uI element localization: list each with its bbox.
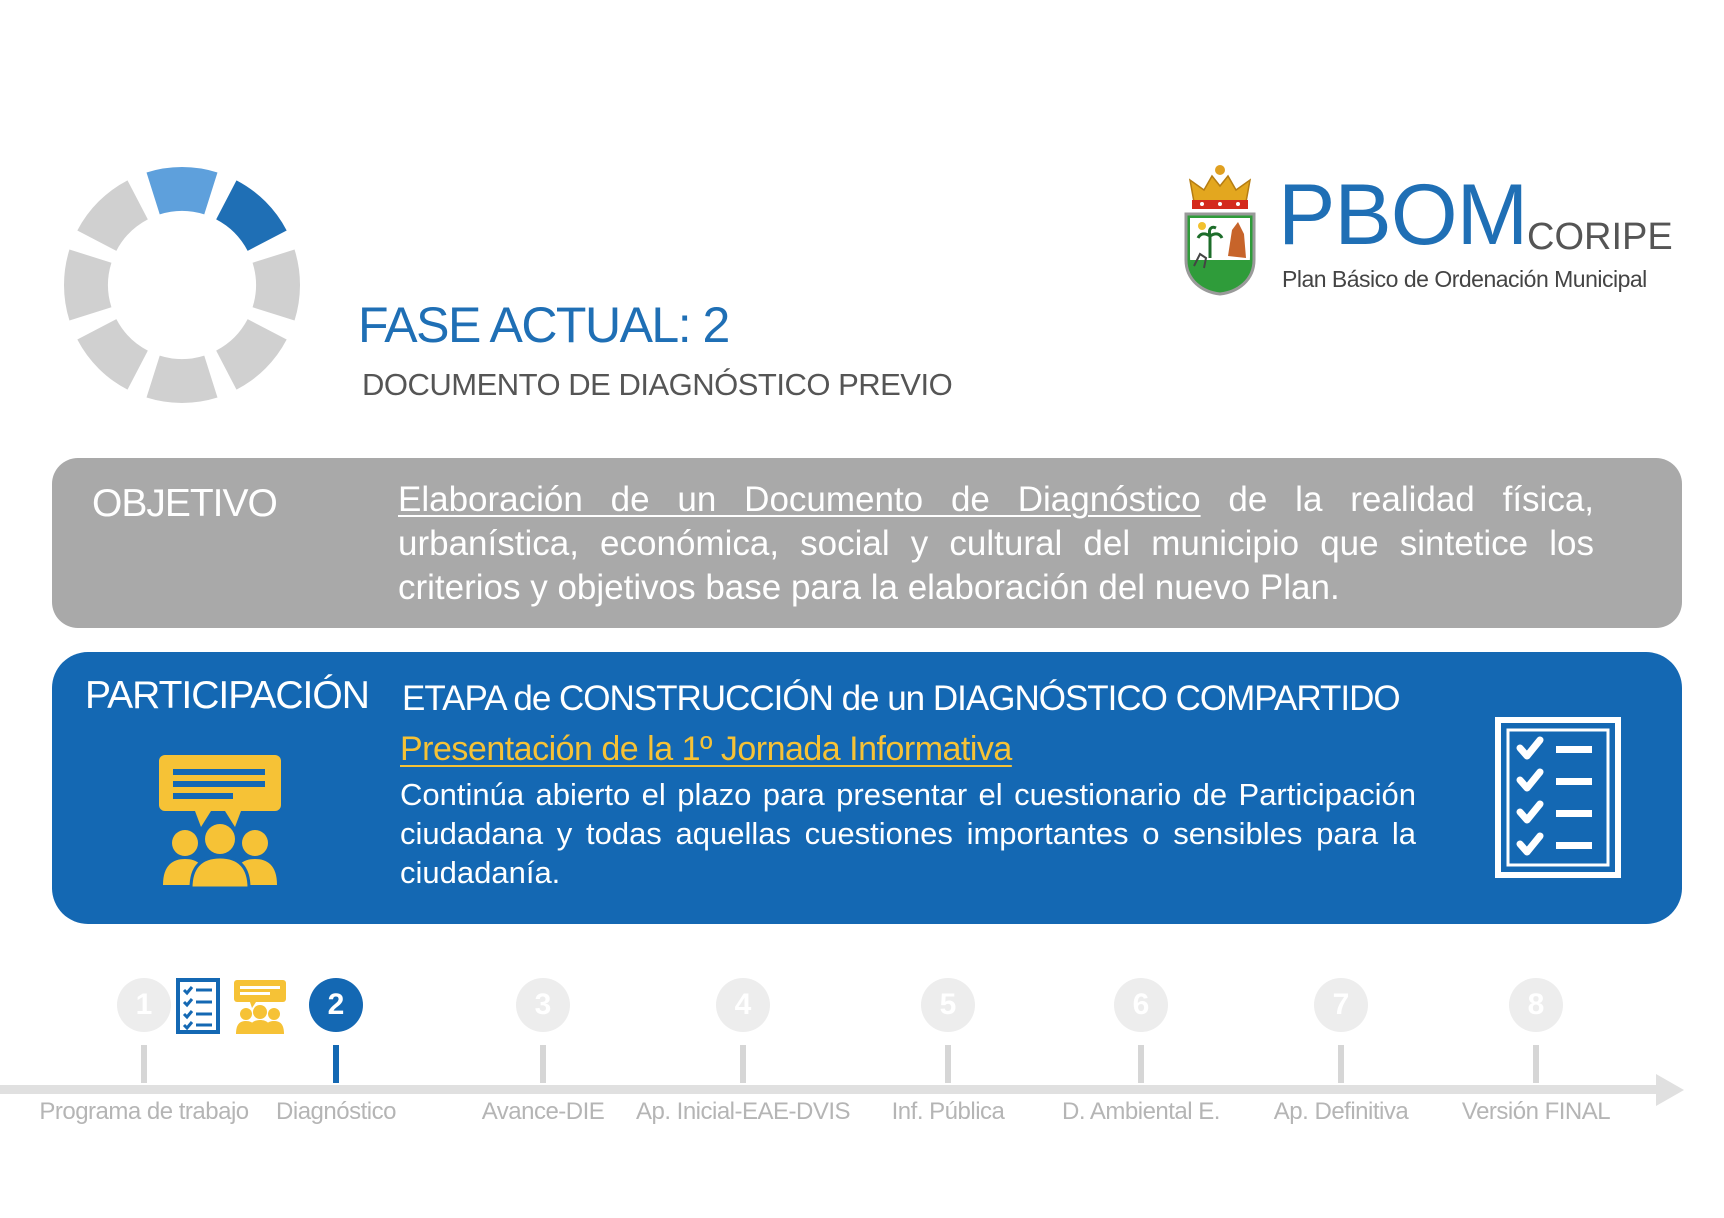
timeline-tick bbox=[540, 1045, 546, 1083]
objective-label: OBJETIVO bbox=[92, 482, 277, 525]
timeline-step-1: 1 bbox=[117, 978, 171, 1032]
logo-subtitle: Plan Básico de Ordenación Municipal bbox=[1282, 266, 1647, 292]
timeline-tick bbox=[141, 1045, 147, 1083]
timeline-step-7: 7 bbox=[1314, 978, 1368, 1032]
ring-segment bbox=[77, 180, 147, 250]
timeline-label: Ap. Inicial-EAE-DVIS bbox=[635, 1098, 851, 1125]
timeline-tick bbox=[1533, 1045, 1539, 1083]
objective-text bbox=[398, 478, 1594, 610]
timeline-tick bbox=[740, 1045, 746, 1083]
timeline-label: D. Ambiental E. bbox=[1062, 1098, 1220, 1125]
timeline-label: Programa de trabajo bbox=[39, 1098, 249, 1125]
informative-session-link[interactable]: Presentación de la 1º Jornada Informativa bbox=[400, 730, 1012, 768]
timeline-tick bbox=[945, 1045, 951, 1083]
checklist-icon bbox=[1494, 716, 1622, 879]
phase-title: FASE ACTUAL: 2 bbox=[358, 297, 729, 353]
timeline-step-3: 3 bbox=[516, 978, 570, 1032]
timeline-label: Versión FINAL bbox=[1461, 1098, 1611, 1125]
mini-checklist-icon bbox=[176, 978, 220, 1034]
ring-segment bbox=[64, 250, 111, 321]
timeline-tick bbox=[1338, 1045, 1344, 1083]
timeline-tick bbox=[1138, 1045, 1144, 1083]
timeline-step-4: 4 bbox=[716, 978, 770, 1032]
objective-description: de la realidad física, urbanística, económica, social y cultural del municipio que sintetice los criterios y objetivos base para la elaboración del nuevo Plan. bbox=[398, 480, 1595, 607]
ring-segment bbox=[147, 356, 218, 403]
timeline-tick bbox=[333, 1045, 339, 1083]
logo-town: CORIPE bbox=[1527, 216, 1673, 258]
timeline-step-6: 6 bbox=[1114, 978, 1168, 1032]
timeline-label: Avance-DIE bbox=[481, 1098, 605, 1125]
phase-progress-ring bbox=[52, 155, 312, 415]
participation-label: PARTICIPACIÓN bbox=[85, 674, 369, 717]
coat-of-arms-icon bbox=[1180, 162, 1260, 297]
participation-text: Continúa abierto el plazo para presentar el cuestionario de Participación ciudadana y todas aquellas cuestiones importantes o sensibles para la ciudadanía. bbox=[400, 777, 1416, 890]
meeting-icon bbox=[155, 755, 285, 890]
timeline-label: Ap. Definitiva bbox=[1273, 1098, 1409, 1125]
ring-segment-active bbox=[147, 167, 218, 214]
timeline-step-5: 5 bbox=[921, 978, 975, 1032]
logo-pbom: PBOM bbox=[1278, 167, 1528, 263]
participation-title: ETAPA de CONSTRUCCIÓN de un DIAGNÓSTICO COMPARTIDO bbox=[402, 679, 1400, 718]
ring-segment bbox=[216, 319, 286, 389]
ring-segment bbox=[77, 319, 147, 389]
objective-highlight: Elaboración de un Documento de Diagnóstico bbox=[398, 480, 1201, 519]
mini-meeting-icon bbox=[232, 980, 288, 1034]
ring-segment-active bbox=[216, 180, 286, 250]
phase-subtitle: DOCUMENTO DE DIAGNÓSTICO PREVIO bbox=[362, 367, 953, 402]
ring-segment bbox=[253, 250, 300, 321]
timeline-label: Diagnóstico bbox=[276, 1098, 396, 1125]
timeline-label: Inf. Pública bbox=[891, 1098, 1005, 1125]
timeline-step-8: 8 bbox=[1509, 978, 1563, 1032]
timeline-step-2: 2 bbox=[309, 978, 363, 1032]
